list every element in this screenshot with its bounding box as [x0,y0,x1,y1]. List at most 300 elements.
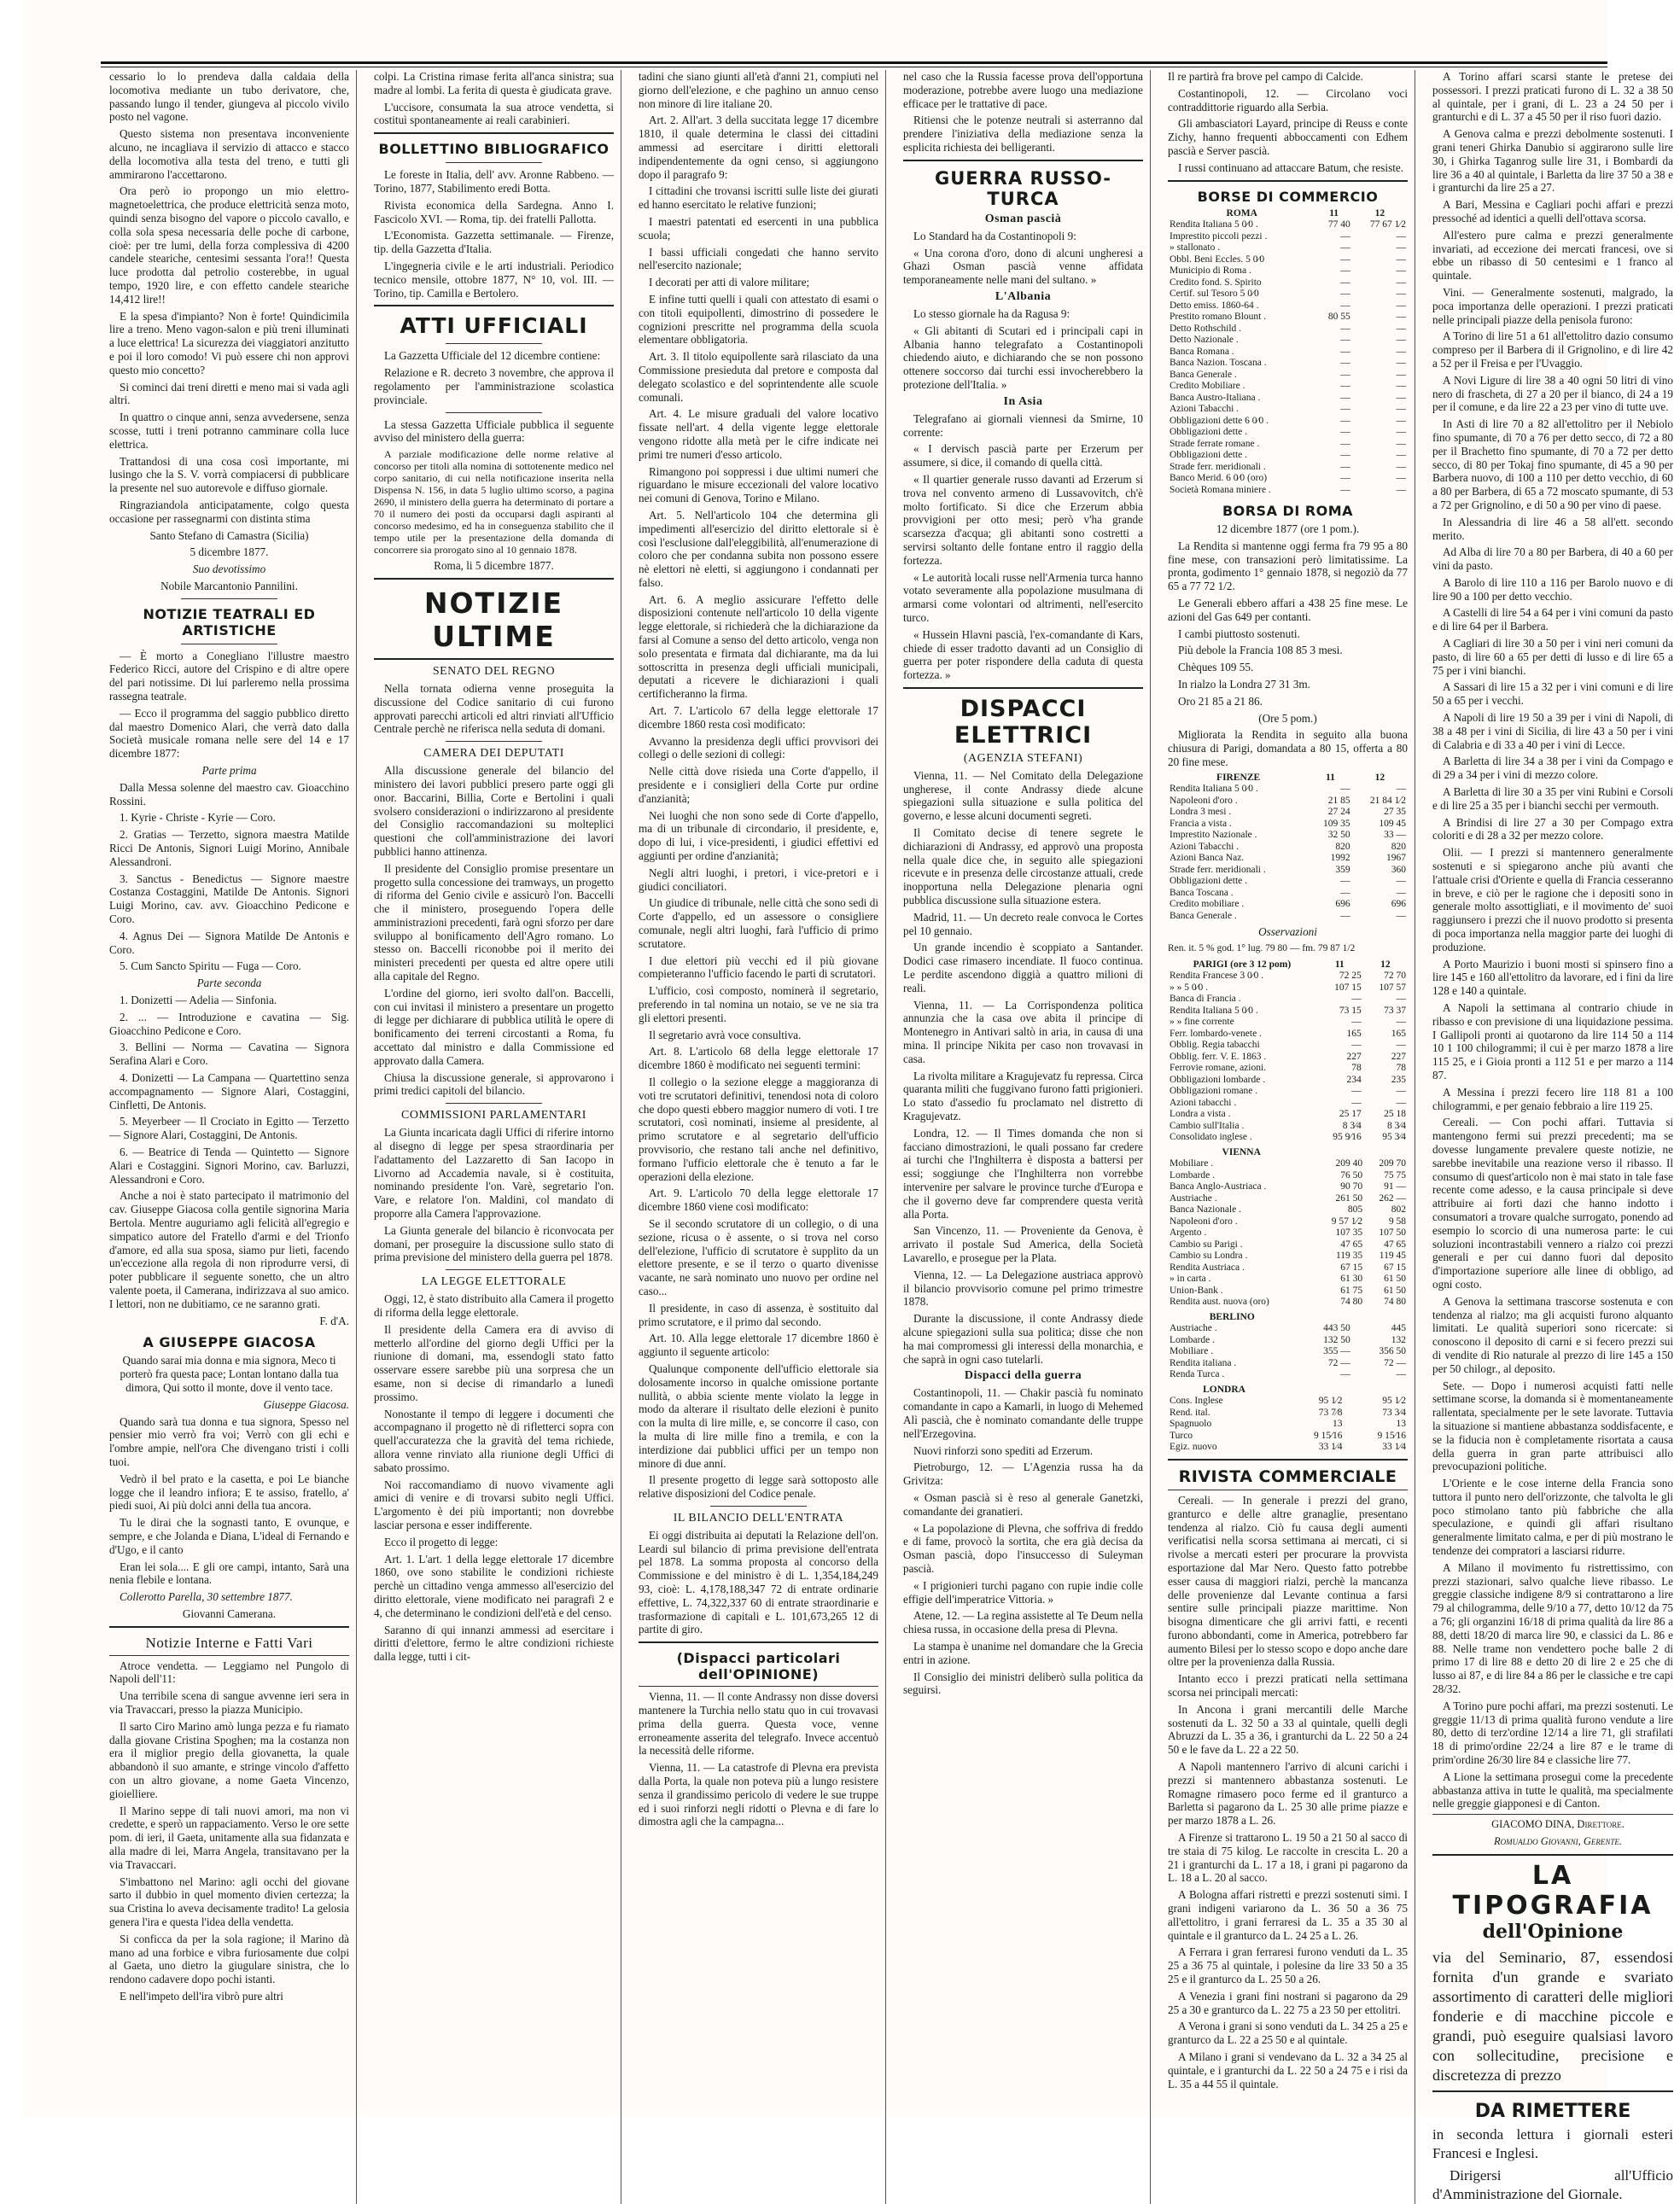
subheading-senato: SENATO DEL REGNO [432,664,556,678]
table-row [1168,219,1408,231]
subheading-asia: In Asia [1003,394,1043,408]
paragraph: Chiusa la discussione generale, si approvarono i primi tredici capitoli del bilancio. [374,1070,614,1098]
price-cell: 72 — [1327,1357,1350,1368]
subheading-stefani: (AGENZIA STEFANI) [963,751,1083,765]
price-cell: — [1340,346,1350,357]
table-row [1168,842,1408,854]
program-item: 3. Sanctus - Benedictus — Signore maestre Costanza Costaggini, Matilde De Antonis. Signori Luigi Morino, cav. avv. Gioacchino Pedicone e Coro. [109,872,349,926]
paragraph: « Osman pascià si è reso al generale Ganetzki, comandante dei granatieri. [903,1490,1143,1518]
price-cell: — [1340,887,1350,898]
price-cell: 234 [1346,1074,1362,1085]
security-name: » in carta . [1170,1274,1211,1285]
price-cell: 27 35 [1384,807,1406,818]
price-cell: 8 3⁄4 [1342,1120,1362,1131]
price-cell: — [1340,300,1350,311]
price-cell: 235 [1391,1074,1406,1085]
price-cell: — [1396,277,1406,288]
paragraph: Il Consiglio dei ministri deliberò sulla politica da seguirsi. [903,1670,1143,1697]
paragraph: Il sarto Ciro Marino amò lunga pezza e fu riamato dalla giovane Cristina Spoghen; ma la costanza non era il miglior pregio della giovanetta, la quale abbandonò il suo amante, e stringe vincolo d'affetto con un altro giovane, a nome Gaeta Vincenzo, gioielliere. [109,1719,349,1800]
price-cell: 73 3⁄4 [1382,1407,1406,1418]
table-row [1168,1408,1408,1420]
price-cell: 61 50 [1384,1285,1406,1296]
security-name: Banca Nazion. Toscana . [1170,358,1267,369]
poem-stanza: Tu le dirai che la sognasti tanto, E ovunque, e sempre, e che Jolanda e Diana, L'ideal di Fernando e d'Ugo, e il canto [109,1516,349,1556]
price-cell: 67 15 [1340,1262,1363,1273]
paragraph: In quattro o cinque anni, senza avvedersene, senza scosse, tutti i treni potranno camminare colla luce elettrica. [109,411,349,451]
security-name: Cambio sull'Italia . [1170,1120,1245,1131]
table-body [1168,971,1408,1144]
paragraph: Atroce vendetta. — Leggiamo nel Pungolo di Napoli dell'11: [109,1659,349,1686]
price-cell: 9 15⁄16 [1313,1430,1343,1441]
price-cell: — [1396,427,1406,438]
security-name: Austriache . [1170,1192,1217,1204]
price-cell: 72 — [1384,1357,1406,1368]
table-caption: LONDRA [1203,1384,1245,1395]
price-cell: 61 50 [1384,1274,1406,1285]
paragraph: E nell'impeto dell'ira vibrò pure altri [120,1990,283,2003]
paragraph: A Verona i grani si sono venduti da L. 34 25 a 25 e granturco da L. 22 a 25 50 e al quintale. [1168,2020,1408,2047]
table-row [1168,876,1408,888]
table-col-header: 11 [1329,207,1339,219]
price-cell: — [1351,1097,1362,1108]
price-cell: — [1396,404,1406,415]
paragraph: « I prigionieri turchi pagano con rupie indie colle effigie dell'imperatrice Vittoria. » [903,1578,1143,1606]
paragraph: Il presidente della Camera era di avviso di metterlo all'ordine del giorno degli Uffici per la riunione di domani, ma, essendogli stato fatto osservare essere sarebbe più una sorpresa che un esame, non si decise di rimandarlo a lunedì prossimo. [374,1322,614,1403]
separator [1432,2090,1673,2092]
separator [446,343,541,344]
paragraph: Art. 1. L'art. 1 della legge elettorale 17 dicembre 1860, ove sono stabilite le condizioni richieste perchè un cittadino venga ammesso all'esercizio del diritto elettorale, viene modificato nei paragrafi 2 e 4, che determinano le condizioni dell'età e del censo. [374,1552,614,1619]
security-name: Turco [1170,1430,1193,1441]
paragraph: La Rendita si mantenne oggi ferma fra 79 95 a 80 fine mese, con transazioni però limitatissime. La pronta, godimento 1° gennaio 1878, si negoziò da 77 65 a 77 72 1/2. [1168,539,1408,593]
price-cell: — [1396,369,1406,380]
table-row [1168,1109,1408,1121]
table-row [1168,254,1408,266]
price-cell: — [1340,289,1350,300]
paragraph: Vienna, 11. — La Corrispondenza politica annunzia che la casa ove abita il principe di Montenegro in Antivari saltò in aria, in causa di una mina. Il principe Nikita per caso non trovavasi in casa. [903,998,1143,1065]
table-row [1168,289,1408,300]
column-3 [639,70,886,2204]
price-cell: 73 7⁄8 [1318,1407,1343,1418]
paragraph: Questo sistema non presentava inconveniente alcuno, ne incagliava il servizio di attacco e stacco della locomotiva alla testa del treno, e tutti gli ammirarono l'accettarono. [109,127,349,181]
program-item: 5. Meyerbeer — Il Crociato in Egitto — Terzetto — Signore Alari, Costaggini, De Antonis. [109,1115,349,1142]
table-row [1168,1121,1408,1133]
security-name: Ferr. lombardo-venete . [1170,1028,1262,1039]
table-firenze [1168,773,1408,923]
price-cell: — [1396,1097,1406,1108]
price-cell: 74 80 [1384,1297,1406,1308]
paragraph: A Bologna affari ristretti e prezzi sostenuti simi. I grani indigeni variarono da L. 36 50 a 36 75 all'ettolitro, i grani ferraresi da L. 35 a 35 30 al quintale e il granturco da L. 24 25 a L. 26. [1168,1888,1408,1942]
paragraph: A Torino affari scarsi stante le pretese dei possessori. I prezzi praticati furono di L. 32 a 38 50 al quintale, per i grani, di L. 23 a 24 50 per i granturchi e di L. 37 a 45 50 per il riso fuori dazio. [1432,70,1673,124]
program-item: 1. Donizetti — Adelia — Sinfonia. [120,994,277,1007]
table-body [1168,1323,1408,1381]
paragraph: S'imbattono nel Marino: agli occhi del giovane sarto il dubbio in quel momento divien certezza; la sua Cristina lo aveva decisamente tradito! La gelosia genera l'ira e questa l'idea della vendetta. [109,1875,349,1929]
security-name: Strade ferr. meridionali . [1170,864,1266,875]
paragraph: Un grande incendio è scoppiato a Santander. Dodici case rimasero incendiate. Il fuoco continua. Le perdite ascendono diggià a quattro milioni di reali. [903,941,1143,994]
paragraph: A Barletta di lire 30 a 35 per vini Rubini e Corsoli e di lire 25 a 35 per i bianchi secchi per vermouth. [1432,785,1673,812]
table-row [1168,1052,1408,1064]
table-row [1168,1193,1408,1205]
paragraph: San Vincenzo, 11. — Proveniente da Genova, è arrivato il postale Sud America, della Società Lavarello, e prosegue per la Plata. [903,1224,1143,1264]
table-row [1168,1323,1408,1335]
price-cell: — [1396,289,1406,300]
program-item: 1. Kyrie - Christe - Kyrie — Coro. [120,811,276,825]
price-cell: — [1340,450,1350,461]
security-name: Cons. Inglese [1170,1396,1223,1407]
price-cell: 73 37 [1384,1005,1406,1016]
subheading-camera: CAMERA DEI DEPUTATI [423,747,564,761]
paragraph: A Milano i grani si vendevano da L. 32 a 34 25 al quintale, e i granturchi da L. 22 50 a 24 75 e i risi da L. 35 a 44 55 il quintale. [1168,2050,1408,2090]
table-row [1168,1181,1408,1193]
price-cell: 77 67 1⁄2 [1369,219,1406,230]
price-cell: 90 70 [1340,1181,1363,1192]
price-cell: — [1396,242,1406,254]
security-name: Strade ferr. meridionali . [1170,461,1266,472]
paragraph: colpi. La Cristina rimase ferita all'anca sinistra; sua madre al lombi. La ferita di questa è giudicata grave. [374,70,614,96]
price-cell: 359 [1335,864,1350,875]
advertisement-tipografia [1432,1861,1673,2085]
security-name: Banca Nazionale . [1170,1204,1241,1216]
table-row [1168,485,1408,497]
security-name: Rendita italiana . [1170,1357,1237,1368]
paragraph: Nuovi rinforzi sono spediti ad Erzerum. [913,1443,1094,1457]
section-heading-teatri: NOTIZIE TEATRALI ED ARTISTICHE [143,605,316,638]
paragraph: Cereali. — In generale i prezzi del grano, granturco e delle altre granaglie, presentano tendenza al rialzo. Ciò fu causa degli aumenti verificatisi nella scorsa settimana ai mercati, ci si rivolse a mercati esteri per procurare la provvista esportazione dal Mar Nero. Questo fatto potrebbe esser causa di maggiori rialzi, perchè la mancanza delle provenienze dal Levante continua a farsi sentire sulle principali piazze marittime. Non bisogna dimenticare che gli arrivi fatti, e recenti furono abbondanti, come in America, potrebbero far aumento Bilesi per lo stesso scopo e dopo anche dare oltre per la provenienza dalla Russia. [1168,1493,1408,1669]
paragraph: Nella tornata odierna venne proseguita la discussione del Codice sanitario di cui furono approvati parecchi articoli ed altri rinviati all'Ufficio Centrale perchè ne riferisca nella seduta di domani. [374,681,614,736]
paragraph: Si cominci dai treni diretti e meno mai si vada agli altri. [109,380,349,407]
security-name: Imprestito piccoli pezzi . [1170,230,1268,242]
security-name: Union-Bank . [1170,1285,1223,1296]
separator [446,412,541,413]
price-cell: — [1340,335,1350,346]
security-name: Renda Turca . [1170,1369,1225,1380]
price-cell: 109 35 [1323,818,1350,829]
price-cell: 107 57 [1379,982,1406,993]
paragraph: A Torino di lire 51 a 61 all'ettolitro dazio consumo compreso per il Barbera di il Grignolino, e di lire 42 a 52 per il Freisa e per l'Uvaggio. [1432,329,1673,370]
price-cell: — [1340,910,1350,921]
paragraph: — Ecco il programma del saggio pubblico diretto dal maestro Domenico Alari, che verrà dato dalla Società musicale romana nelle sere del 14 e 17 dicembre 1877: [109,706,349,761]
paragraph: Avvanno la presidenza degli uffici provvisori dei collegi o delle sezioni di collegi: [639,734,878,761]
paragraph: Migliorata la Rendita in seguito alla buona chiusura di Parigi, domandata a 80 15, offerta a 80 20 fine mese. [1168,728,1408,769]
security-name: Azioni Tabacchi . [1170,841,1240,852]
poem-stanza: Quando sarà tua donna e tua signora, Spesso nel pensier mio verrò fra voi; Verrò con gli echi e l'ombre ampie, nell'ora Che divengano tristi i colli tuoi. [109,1414,349,1468]
price-cell: — [1351,1040,1362,1051]
security-name: Cambio su Londra . [1170,1251,1248,1262]
section-heading-borsa-roma: BORSA DI ROMA [1222,503,1354,520]
price-cell: — [1396,381,1406,392]
table-row [1168,830,1408,842]
column-6 [1432,70,1680,2204]
paragraph: Se il secondo scrutatore di un collegio, o di una sezione, ricusa o è assente, o si trova nel corso dell'elezione, l'ufficio di scrutatore è supplito da un elettore presente, e se il terzo o quarto divenisse vacante, ne sarà nominato uno nuovo per ordine nel caso... [639,1216,878,1297]
columns [109,70,1673,2202]
separator [181,598,277,599]
table-row [1168,784,1408,796]
paragraph: A Novi Ligure di lire 38 a 40 ogni 50 litri di vino nero di frascheta, di 27 a 20 per il bianco, di 24 a 19 per il comune, e da lire 22 a 23 per vino di tutte uve. [1432,373,1673,414]
table-caption: ROMA [1226,207,1257,219]
security-name: Spagnuolo [1170,1419,1212,1430]
price-cell: — [1340,415,1350,426]
table-row [1168,1086,1408,1098]
price-cell: — [1351,1017,1362,1028]
signature-line: 5 dicembre 1877. [190,545,269,559]
paragraph: « I dervisch pascià parte per Erzerum per assumere, si dice, il comando di quella città. [903,442,1143,469]
paragraph: A Messina i prezzi fecero lire 118 81 a 100 chilogrammi, e per genaio febbraio a lire 119 25. [1432,1085,1673,1112]
separator [1432,1854,1673,1856]
table-row [1168,462,1408,474]
price-cell: — [1351,994,1362,1005]
paragraph: « Hussein Hlavni pascià, l'ex-comandante di Kars, chiede di esser tradotto davanti ad un Consiglio di guerra per poter rispondere della caduta di questa fortezza. » [903,627,1143,682]
program-item: 4. Agnus Dei — Signora Matilde De Antonis e Coro. [109,929,349,956]
paragraph: Nonostante il tempo di leggere i documenti che accompagnano il progetto nè di rifletterci sopra con quell'accuratezza che la gravità del tema richiede, allora venne rinviato alla riunione degli Uffici di sabato prossimo. [374,1407,614,1474]
security-name: Napoleoni d'oro . [1170,795,1238,806]
price-cell: 47 65 [1384,1239,1406,1250]
security-name: Mobiliare . [1170,1158,1214,1169]
price-cell: 119 45 [1379,1251,1406,1262]
table-roma [1168,208,1408,497]
paragraph: cessario lo lo prendeva dalla caldaia della locomotiva mediante un tubo derivatore, che, passando lungo il tender, giungeva al piccolo vivilo posto nel vagone. [109,70,349,124]
price-cell: 33 1⁄4 [1318,1442,1343,1453]
table-row [1168,347,1408,359]
price-cell: — [1396,910,1406,921]
price-cell: 165 [1391,1028,1406,1039]
program-heading: Parte prima [201,764,257,778]
security-name: Banca Generale . [1170,910,1237,921]
security-name: Napoleoni d'oro . [1170,1216,1238,1227]
table-row [1168,381,1408,393]
paragraph: Qualunque componente dell'ufficio elettorale sia dolosamente incorso in qualche omissione portante nullità, o abbia sciente mente violato la legge in modo da alterare il risultato delle elezioni è punito con la multa di lire mille, e, se concorre il caso, con la multa di lire mille fino a tremila, e con la interdizione dai pubblici uffici per un tempo non minore di due anni. [639,1361,878,1470]
section-heading-atti: ATTI UFFICIALI [400,313,588,339]
paragraph: A Cagliari di lire 30 a 50 per i vini neri comuni da pasto, di lire 60 a 65 per detti di lusso e di lire 65 a 75 per i vini bianchi. [1432,637,1673,677]
paragraph: Art. 10. Alla legge elettorale 17 dicembre 1860 è aggiunto il seguente articolo: [639,1332,878,1359]
table-row [1168,911,1408,923]
price-cell: — [1396,415,1406,426]
separator [1432,1814,1673,1815]
price-cell: — [1396,323,1406,334]
program-heading: Parte seconda [196,977,262,990]
price-cell: — [1340,404,1350,415]
paragraph: Pietroburgo, 12. — L'Agenzia russa ha da Grivitza: [903,1461,1143,1488]
subheading-bilancio: IL BILANCIO DELL'ENTRATA [673,1511,844,1525]
paragraph: Il presidente del Consiglio promise presentare un progetto sulla concessione dei tramways, un progetto di riforma del Genio civile e assicurò l'on. Baccelli che il ministero, proseguendo l'opera delle amministrazioni precedenti, farà ogni sforzo per dare sviluppo al bonificamento dell'Agro romano. Lo stesso on. Baccelli riconobbe poi il merito dei ministeri precedenti per questa ed altre opere utili alla capitale del Regno. [374,861,614,983]
paragraph: A Genova calma e prezzi debolmente sostenuti. I grani teneri Ghirka Danubio si aggirarono sulle lire 30, i Ghirka Taganrog sulle lire 31, i Bombardi da lire 36 a 40 al quintale, i Barletta da lire 37 50 a 38 e i granturchi da lire 25 a 27. [1432,127,1673,195]
table-row [1168,300,1408,312]
price-cell: — [1396,346,1406,357]
price-cell: — [1396,265,1406,277]
paragraph: Oro 21 85 a 21 86. [1178,694,1263,708]
table-row [1168,1158,1408,1170]
paragraph: Più debole la Francia 108 85 3 mesi. [1178,644,1343,657]
column-4 [903,70,1151,2204]
price-cell: 820 [1391,841,1406,852]
security-name: Mobiliare . [1170,1346,1214,1357]
paragraph: Telegrafano ai giornali viennesi da Smirne, 10 corrente: [903,411,1143,439]
price-cell: — [1396,358,1406,369]
paragraph: Saranno di qui innanzi ammessi ad esercitare i diritti d'elettore, fermo le altre condizioni richieste dalla legge, tutti i cit- [374,1623,614,1664]
table-row [1168,242,1408,254]
price-cell: 9 57 1⁄2 [1331,1216,1363,1227]
paragraph: I russi continuano ad attaccare Batum, che resiste. [1178,160,1404,174]
paragraph: Art. 5. Nell'articolo 104 che determina gli impedimenti all'esercizio del diritto elettorale si è così l'esclusione dall'eleggibilità, all'enumerazione di coloro che per condanna subita non possono essere nè elettori nè eletti, si aggiungono i condannati per falso. [639,508,878,589]
price-cell: — [1396,473,1406,484]
paragraph: A Torino pure pochi affari, ma prezzi sostenuti. Le greggie 11/13 di prima qualità furono vendute a lire 80, detto di terz'ordine 12/14 a lire 71, gli strafilati 18 di primo'ordine 22/24 a lire 87 e le trame di prim'ordine 26/30 lire 84 e classiche lire 77. [1432,1699,1673,1767]
separator [446,741,541,742]
paragraph: A Firenze si trattarono L. 19 50 a 21 50 al sacco di tre staia di 75 kilog. Le raccolte in crescita L. 20 a 21 i granturchi da L. 17 a 18, i grani pi pagarono da L. 18 a L. 20 al sacco. [1168,1831,1408,1885]
price-cell: 74 80 [1340,1297,1363,1308]
table-row [1168,888,1408,900]
security-name: Rendita Austriaca . [1170,1262,1245,1273]
price-cell: — [1340,265,1350,277]
table-row [1168,796,1408,808]
price-cell: — [1396,1040,1406,1051]
paragraph: Ora però io propongo un mio elettro-magnetoelettrica, che produce elettricità senza moto, quindi senza bisogno del vapore o piccolo cavallo, e colla sola spesa necessaria delle poche di carbone, cioè: per tre lumi, della forza complessiva di 4200 candele steariche, centesimi sessanta l'ora!! Questa luce prodotta dal petrolio costerebbe, in ugual tempo, 1920 lire, e con effetto candele steariche 14,412 lire!! [109,184,349,306]
paragraph: Ren. it. 5 % god. 1° lug. 79 80 — fm. 79 87 1/2 [1168,943,1356,954]
price-cell: 445 [1391,1323,1406,1334]
price-cell: 25 18 [1384,1109,1406,1120]
security-name: Società Romana miniere . [1170,484,1271,495]
poem-stanza: Eran lei sola.... E gli ore campi, intanto, Sarà una nenia flebile e lontana. [109,1560,349,1587]
paragraph: Vienna, 12. — La Delegazione austriaca approvò il bilancio provvisorio comune pel primo trimestre 1878. [903,1268,1143,1309]
table-col-header: 11 [1334,959,1345,970]
newspaper-page [24,0,1673,2202]
paragraph: Negli altri luoghi, i pretori, i vice-pretori e i giudici conciliatori. [639,866,878,893]
paragraph: Dalla Messa solenne del maestro cav. Gioacchino Rossini. [109,780,349,808]
table-row [1168,1075,1408,1087]
separator [446,1269,541,1270]
price-cell: 805 [1347,1204,1363,1216]
security-name: Lombarde . [1170,1169,1216,1181]
separator [109,1655,349,1656]
table-caption: BERLINO [1209,1311,1255,1322]
separator [639,1641,878,1643]
price-cell: — [1396,300,1406,311]
price-cell: — [1396,450,1406,461]
price-cell: 132 [1391,1334,1406,1345]
table-row [1168,1358,1408,1370]
paragraph: In Asti di lire 70 a 82 all'ettolitro per il Nebiolo fino spumante, di 70 a 76 per detto secco, di 72 a 80 per il Brachetto fino spumante, di 70 a 72 per detto secco, di 80 per Tokaj fino spumante, di 45 a 90 per Barbera nuovo, di 100 a 110 per detto vecchio, di 60 a 80 per Barbera, di 65 a 72 moscato spumante, di 53 a 72 per Grignolino, e di 50 a 90 per vino di paese. [1432,417,1673,511]
paragraph: Il collegio o la sezione elegge a maggioranza di voti tre scrutatori definitivi, tenendosi nota di coloro che dopo questi ebbero maggior numero di voti. I tre scrutatori, così nominati, insieme al presidente, al primo scrutatore e al segretario dell'ufficio provvisorio, che restano tali anche nel definitivo, formano l'ufficio elettorale che è tenuto a far le operazioni della elezione. [639,1075,878,1183]
table-row [1168,1419,1408,1431]
paragraph: Trattandosi di una cosa così importante, mi lusingo che la S. V. vorrà compiacersi di pubblicare la presente nel suo autorevole e diffuso giornale. [109,454,349,495]
price-cell: 9 15⁄16 [1377,1430,1406,1441]
price-cell: — [1340,461,1350,472]
table-row [1168,1029,1408,1041]
paragraph: Costantinopoli, 12. — Circolano voci contraddittorie riguardo alla Serbia. [1168,86,1408,114]
separator [374,578,614,580]
signature-line: F. d'A. [319,1314,349,1327]
table-row [1168,370,1408,382]
security-name: Rendita Italiana 5 0⁄0 . [1170,784,1258,795]
table-row [1168,473,1408,485]
paragraph: Le foreste in Italia, dell' avv. Aronne Rabbeno. — Torino, 1877, Stabilimento eredi Botta. [374,168,614,195]
gerente-name: Romualdo Giovanni, Gerente. [1493,1835,1622,1848]
security-name: Detto Nazionale . [1170,335,1239,346]
paragraph: Un giudice di tribunale, nelle città che sono sedi di Corte d'appello, ed un assessore o consigliere comunale, negli altri luoghi, farà l'ufficio di primo scrutatore. [639,896,878,950]
paragraph: 12 dicembre 1877 (ore 1 pom.). [1216,522,1360,536]
security-name: Rendita Italiana 5 0⁄0 . [1170,219,1258,230]
program-item: 2. Gratias — Terzetto, signora maestra Matilde Ricci De Antonis, Signori Luigi Morino, Annibale Alessandroni. [109,828,349,868]
price-cell: 95 3⁄4 [1382,1132,1406,1143]
paragraph: A Milano il movimento fu ristrettissimo, con prezzi stazionari, salvo qualche lieve ribasso. Le greggie classiche indigene 8/9 si contrattarono a lire 79 al chilogramma, delle 9/10 a 77, detto 10/12 da 75 a 76; gli organzini 16/18 di prima qualità da lire 86 a 88, detti 18/20 di marca lire 90, e classici da L. 86 e 88. Nelle trame non vendettero poche balle 2 di primo 17 di lire 88 e detto 20 di lire 2 e 25 che di lusso ai 87, e di lire 84 a 86 per le classiche e tre capi 28/32. [1432,1560,1673,1696]
security-name: Egiz. nuovo [1170,1442,1217,1453]
signature-line: Santo Stefano di Camastra (Sicilia) [149,528,309,542]
price-cell: — [1340,784,1350,795]
price-cell: 360 [1391,864,1406,875]
table-row [1168,865,1408,877]
price-cell: 61 30 [1340,1274,1363,1285]
paragraph: In rialzo la Londra 27 31 3m. [1178,678,1310,691]
price-cell: — [1340,427,1350,438]
security-name: Banca Toscana . [1170,887,1234,898]
table-row [1168,393,1408,405]
table-row [1168,807,1408,819]
price-cell: 21 84 1⁄2 [1369,795,1406,806]
price-cell: 80 55 [1327,312,1350,323]
security-name: Londra 3 mesi . [1170,807,1232,818]
price-cell: 209 70 [1379,1158,1406,1169]
price-cell: 802 [1391,1204,1406,1216]
paragraph: Ringraziandola anticipatamente, colgo questa occasione per rassegnarmi con distinta stima [109,498,349,525]
security-name: Municipio di Roma . [1170,265,1251,277]
column-1 [109,70,357,2204]
security-name: Obblig. ferr. V. E. 1863 . [1170,1051,1267,1062]
paragraph: (Ore 5 pom.) [1258,711,1317,725]
price-cell: 47 65 [1340,1239,1363,1250]
paragraph: La Giunta generale del bilancio è riconvocata per domani, per proseguire la discussione sullo stato di prima previsione del ministero della guerra pel 1878. [374,1223,614,1264]
table-col-header: 12 [1380,959,1391,970]
price-cell: 27 24 [1327,807,1350,818]
paragraph: A Napoli la settimana al contrario chiude in ribasso e con previsione di una liquidazione pessima. I Gallipoli pronti ai quotarono da lire 114 50 a 114 10 1 100 chilogrammi; il cui è per marzo 1878 a lire 115 25, e i Gioia pronti a 112 51 e per marzo a 114 87. [1432,1001,1673,1082]
table-row [1168,1227,1408,1239]
ad-title: LA TIPOGRAFIA [1452,1860,1654,1921]
price-cell: — [1396,1086,1406,1097]
paragraph: Art. 4. Le misure graduali del valore locativo fissate nell'art. 4 della vigente legge elettorale vengono ridotte alla metà per le cifre indicate nei primi tre numeri d'esso articolo. [639,407,878,461]
security-name: Imprestito Nazionale . [1170,830,1257,841]
table-body [1168,1158,1408,1309]
table-parigi [1168,959,1408,1144]
poem-date: Collerotto Parella, 30 settembre 1877. [120,1590,293,1604]
price-cell: — [1396,461,1406,472]
paragraph: Il Marino seppe di tali nuovi amori, ma non vi credette, e sperò un rappaciamento. Verso le ore sette pom. di ieri, il Gaeta, unitamente alla sua fidanzata e alla madre di lei, Marra Angela, transitavano per la via Travaccari. [109,1804,349,1871]
security-name: Lombarde . [1170,1334,1216,1345]
table-col-header: 11 [1325,772,1335,783]
paragraph: Intanto ecco i prezzi praticati nella settimana scorsa nei principali mercati: [1168,1672,1408,1700]
paragraph: Rimangono poi soppressi i due ultimi numeri che riguardano le misure eccezionali del valore locativo nei comuni di Genova, Torino e Milano. [639,464,878,505]
paragraph: A Ferrara i gran ferraresi furono venduti da L. 35 25 a 36 75 al quintale, i polesine da lire 33 50 a 35 25 e il granturco da L. 25 50 a 26. [1168,1945,1408,1986]
price-cell: 119 35 [1335,1251,1363,1262]
separator [446,162,541,163]
paragraph: Lo Standard ha da Costantinopoli 9: [913,229,1076,242]
table-row [1168,1335,1408,1347]
security-name: Azioni Banca Naz. [1170,853,1245,864]
table-row [1168,439,1408,451]
paragraph: La Giunta incaricata dagli Uffici di riferire intorno al disegno di legge per spesa straordinaria per l'adattamento del Lazzaretto di San Iacopo in Livorno ad Accademia navale, si è costituita, nominando presidente l'on. Varè, segretario l'on. Vare, e relatore l'on. Maldini, col mandato di proporre alla Camera l'approvazione. [374,1126,614,1221]
table-row [1168,450,1408,462]
paragraph: In Ancona i grani mercantili delle Marche sostenuti da L. 32 50 a 33 al quintale, quelli degli Abruzzi da L. 35 a 36, i granturchi da L. 22 50 a 24 50 e le fave da L. 22 a 22 50. [1168,1702,1408,1757]
price-cell: 13 [1333,1419,1343,1430]
price-cell: 77 40 [1327,219,1350,230]
paragraph: Si conficca da per la sola ragione; il Marino dà mano ad una forbice e vibra furiosamente due colpi al Gaeta, uno dietro la giugulare sinistra, che lo rendono cadavere dopo pochi istanti. [109,1932,349,1986]
paragraph: E la spesa d'impianto? Non è forte! Quindicimila lire a treno. Meno vagon-salon e più treni illuminati a luce elettrica! La sicurezza dei viaggiatori anzitutto e poi il loro comodo! Vi può essere chi non approvi questo mio concetto? [109,309,349,376]
paragraph: Cereali. — Con pochi affari. Tuttavia si mantengono fermi sui prezzi precedenti; ma se dovesse lungamente prevalere queste notizie, ne sarebbe inevitabile una reazione verso il ribasso. Il consumo di quest'articolo non è mai stato in tale fase recente come adesso, e la causa principale si deve attribuire ai forti dazi che hanno indotto i consumatori a trovare qualche surrogato, ponendo ad esempio lo scorcio di una numerosa parte: le cui soluzioni incontrastabili vennero a rialzo coi prezzi generali e per cui danno fuori dal deposito d'importazione superiore alle linee di obbligo, ad ogni costo. [1432,1116,1673,1291]
subheading-commissioni: COMMISSIONI PARLAMENTARI [401,1109,586,1122]
table-row [1168,1239,1408,1251]
table-body [1168,219,1408,496]
paragraph: Il presidente, in caso di assenza, è sostituito dal primo scrutatore, e il primo dal secondo. [639,1301,878,1328]
paragraph: « Le autorità locali russe nell'Armenia turca hanno votato severamente alla popolazione musulmana di armarsi come volontari od altrimenti, nell'esercito turco. [903,570,1143,624]
price-cell: 132 50 [1323,1334,1350,1345]
table-row [1168,1442,1408,1454]
table-row [1168,1017,1408,1029]
table-row [1168,416,1408,428]
